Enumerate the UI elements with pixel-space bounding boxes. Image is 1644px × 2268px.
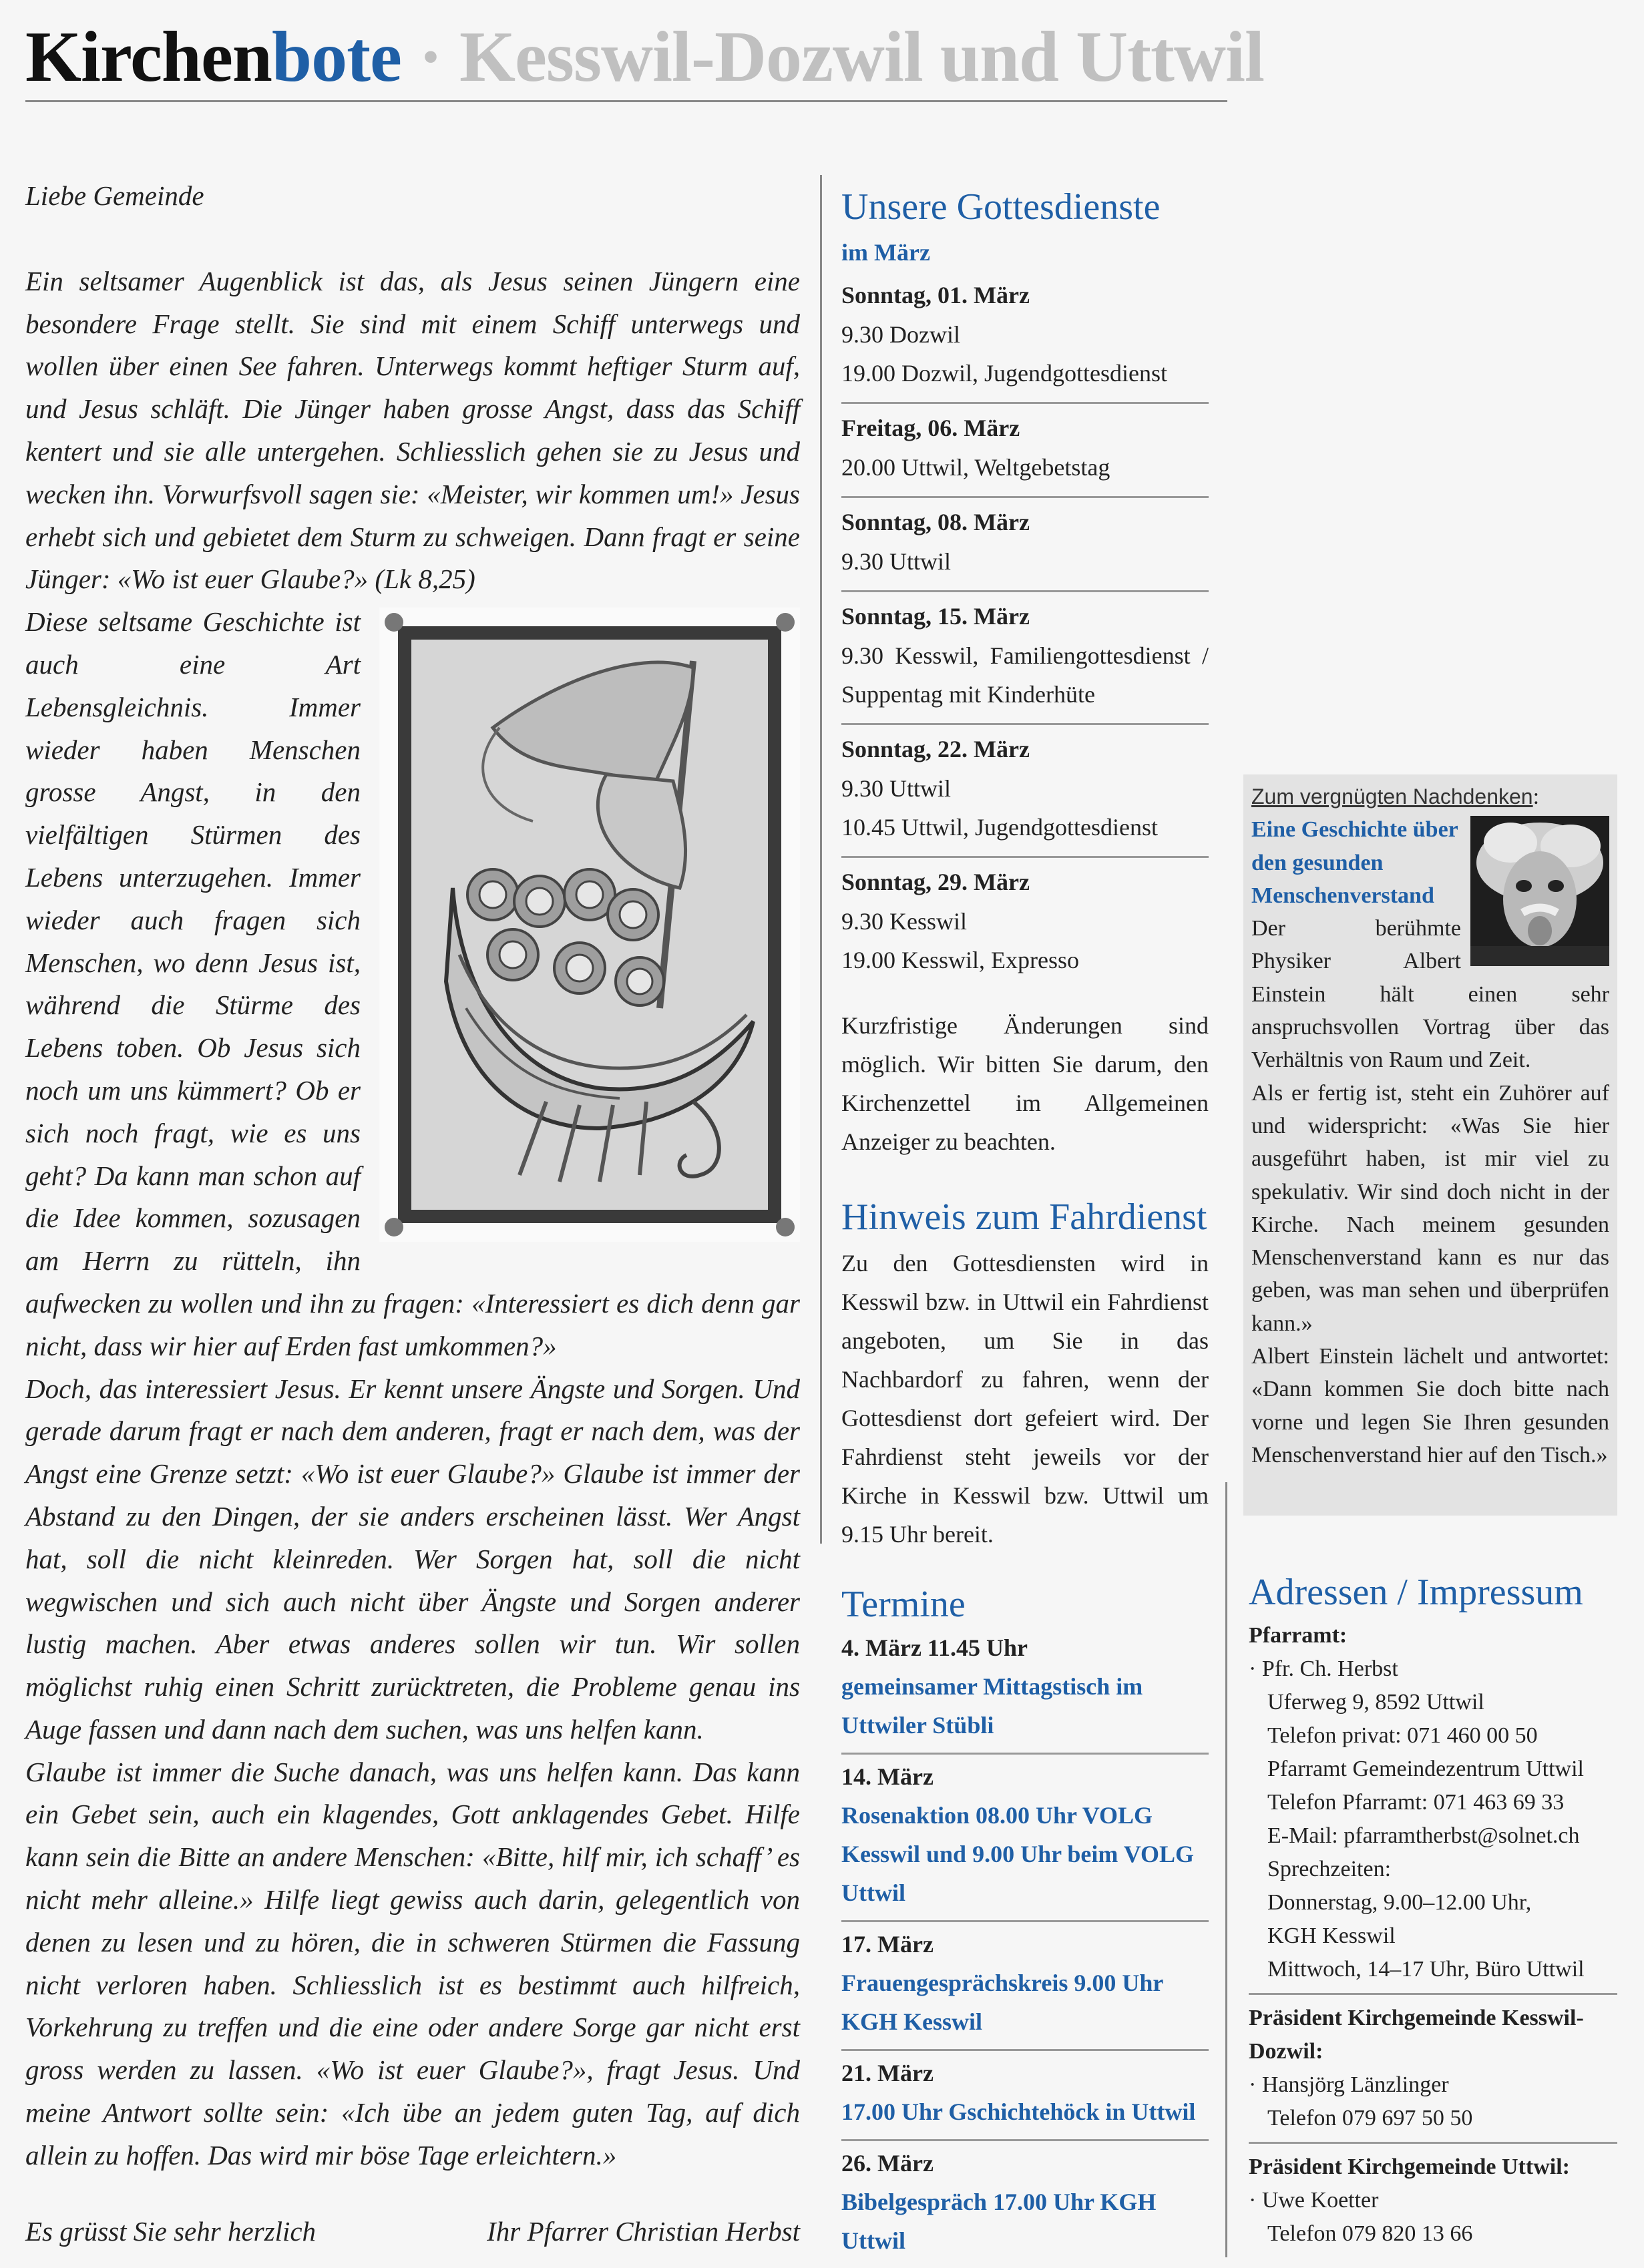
- termin-entry: [841, 1922, 1209, 2051]
- service-date: Sonntag, 15. März: [841, 603, 1030, 630]
- praesident-uttwil-label: Präsident Kirchgemeinde Uttwil:: [1249, 2154, 1570, 2179]
- box-kicker-colon: :: [1532, 784, 1540, 809]
- service-date: Freitag, 06. März: [841, 415, 1020, 441]
- service-date: Sonntag, 29. März: [841, 869, 1030, 895]
- closing-greeting: Es grüsst Sie sehr herzlich: [25, 2216, 317, 2247]
- termin-entry: [841, 2051, 1209, 2141]
- fahrdienst-text: Zu den Gottesdiensten wird in Kesswil bzw. in Uttwil ein Fahrdienst angeboten, um Sie in das Nachbardorf zu fahren, wenn der Gottesdienst dort gefeiert wird. Der Fahrdienst steht jeweils vor der Kirche in Kesswil bzw. Uttwil um 9.15 Uhr bereit.: [841, 1250, 1209, 1548]
- masthead-part-place: · Kesswil-Dozwil und Uttwil: [401, 17, 1265, 97]
- service-entry: [841, 404, 1209, 498]
- service-line: 9.30 Kesswil, Familiengottesdienst / Suppentag mit Kinderhüte: [841, 642, 1209, 708]
- pfarramt-line: Telefon Pfarramt: 071 463 69 33: [1267, 1790, 1565, 1815]
- termin-entry: [841, 1755, 1209, 1922]
- pfarramt-line: Uferweg 9, 8592 Uttwil: [1267, 1690, 1484, 1715]
- addresses-section: [1249, 1566, 1617, 2251]
- masthead-part-bote: bote: [272, 17, 401, 97]
- termin-date: 14. März: [841, 1763, 934, 1790]
- service-entry: [841, 858, 1209, 989]
- termin-text: gemeinsamer Mittagstisch im Uttwiler Stübli: [841, 1673, 1143, 1739]
- termin-text: Bibelgespräch 17.00 Uhr KGH Uttwil: [841, 2189, 1157, 2254]
- pfarramt-line: Mittwoch, 14–17 Uhr, Büro Uttwil: [1267, 1957, 1585, 1982]
- service-line: 19.00 Kesswil, Expresso: [841, 947, 1079, 973]
- box-paragraph-3: Albert Einstein lächelt und antwortet: «Dann kommen Sie doch bitte nach vorne und legen Sie Ihren gesunden Menschenverstand hier auf den Tisch.»: [1251, 1344, 1609, 1467]
- addresses-heading: Adressen / Impressum: [1249, 1572, 1583, 1613]
- box-title: Eine Geschichte über den gesunden Menschenverstand: [1251, 817, 1458, 908]
- praesident-uttwil-name: · Uwe Koetter: [1249, 2188, 1379, 2213]
- pfarramt-line: E-Mail: pfarramtherbst@solnet.ch: [1267, 1823, 1580, 1848]
- letter-paragraph-2: Diese seltsame Geschichte ist auch eine Art Lebensgleichnis. Immer wieder haben Menschen grosse Angst, in den vielfältigen Stürmen des Lebens unterzugehen. Immer wieder auch fragen sich Menschen, wo denn Jesus ist, während die Stürme des Lebens toben. Ob Jesus sich noch um uns kümmert? Ob er sich noch fragt, wie es uns geht? Da kann man schon auf die Idee kommen, sozusagen am Herrn zu rütteln, ihn aufwecken zu wollen und ihn zu fragen: «Interessiert es dich denn gar nicht, dass wir hier auf Erden fast umkommen?»: [25, 606, 800, 1361]
- einstein-photo: [1470, 816, 1609, 966]
- letter-paragraph-4: Glaube ist immer die Suche danach, was uns helfen kann. Das kann ein Gebet sein, auch ein klagendes, Gott anklagendes Gebet. Hilfe kann sein die Bitte an andere Menschen: «Bitte, hilf mir, ich schaff’ es nicht mehr alleine.» Hilfe liegt gewiss auch darin, gelegentlich von denen zu lesen und zu hören, die in schweren Stürmen die Fassung nicht verloren haben. Schliesslich ist es bestimmt auch hilfreich, Vorkehrung zu treffen und die eine oder andere Sorge gar nicht erst gross werden zu lassen. «Wo ist euer Glaube?», fragt Jesus. Und meine Antwort sollte sein: «Ich übe an jedem guten Tag, auf dich allein zu hoffen. Das wird mir böse Tage erleichtern.»: [25, 1756, 800, 2171]
- praesident-uttwil-group: [1249, 2150, 1617, 2251]
- termin-text: Rosenaktion 08.00 Uhr VOLG Kesswil und 9.00 Uhr beim VOLG Uttwil: [841, 1802, 1195, 1906]
- pastor-letter: [25, 175, 800, 2177]
- column-divider-1: [820, 175, 822, 1544]
- services-subheading: im März: [841, 239, 930, 266]
- column-divider-2: [1225, 1482, 1227, 2257]
- termin-entry: [841, 1626, 1209, 1755]
- pfarramt-line: Donnerstag, 9.00–12.00 Uhr,: [1267, 1890, 1532, 1915]
- pfarramt-line: Sprechzeiten:: [1267, 1857, 1392, 1881]
- service-line: 9.30 Dozwil: [841, 321, 960, 348]
- service-date: Sonntag, 01. März: [841, 282, 1030, 308]
- praesident-kesswil-group: [1249, 2002, 1617, 2144]
- masthead-title: [25, 15, 1265, 100]
- termin-date: 26. März: [841, 2150, 934, 2177]
- middle-column: [841, 180, 1209, 2268]
- masthead-part-kirchen: Kirchen: [25, 17, 272, 97]
- service-line: 10.45 Uttwil, Jugendgottesdienst: [841, 814, 1158, 841]
- service-line: 19.00 Dozwil, Jugendgottesdienst: [841, 360, 1167, 387]
- service-date: Sonntag, 08. März: [841, 509, 1030, 535]
- box-kicker: [1251, 780, 1609, 813]
- service-line: 9.30 Uttwil: [841, 775, 952, 802]
- service-entry: [841, 498, 1209, 592]
- pfarramt-line: Pfarramt Gemeindezentrum Uttwil: [1267, 1757, 1584, 1781]
- fahrdienst-heading: Hinweis zum Fahrdienst: [841, 1196, 1207, 1238]
- letter-paragraph-1: Ein seltsamer Augenblick ist das, als Jesus seinen Jüngern eine besondere Frage stellt. Sie sind mit einem Schiff unterwegs und wollen über einen See fahren. Unterwegs kommt heftiger Sturm auf, und Jesus schläft. Die Jünger haben grosse Angst, dass das Schiff kentert und sie alle untergehen. Schliesslich gehen sie zu Jesus und wecken ihn. Vorwurfsvoll sagen sie: «Meister, wir kommen um!» Jesus erhebt sich und gebietet dem Sturm zu schweigen. Dann fragt er seine Jünger: «Wo ist euer Glaube?» (Lk 8,25): [25, 265, 800, 595]
- praesident-kesswil-label: Präsident Kirchgemeinde Kesswil-Dozwil:: [1249, 2006, 1584, 2064]
- einstein-story-box: [1243, 774, 1617, 1516]
- praesident-kesswil-phone: Telefon 079 697 50 50: [1267, 2106, 1473, 2130]
- pfarramt-label: Pfarramt:: [1249, 1623, 1348, 1648]
- letter-paragraph-3: Doch, das interessiert Jesus. Er kennt unsere Ängste und Sorgen. Und gerade darum fragt er nach dem anderen, fragt er nach dem, was der Angst eine Grenze setzt: «Wo ist euer Glaube?» Glaube ist immer der Abstand zu den Dingen, der sie anders erscheinen lässt. Wer Angst hat, soll die nicht kleinreden. Wer Sorgen hat, soll die nicht wegwischen und sich auch nicht über Ängste und Sorgen anderer lustig machen. Aber etwas anderes sollen wir tun. Wir sollen möglichst ruhig einen Schritt zurücktreten, die Probleme genau ins Auge fassen und dann nach dem suchen, was uns helfen kann.: [25, 1373, 800, 1745]
- termin-date: 17. März: [841, 1931, 934, 1958]
- pfarramt-line: Telefon privat: 071 460 00 50: [1267, 1723, 1538, 1748]
- termin-text: Frauengesprächskreis 9.00 Uhr KGH Kesswil: [841, 1970, 1163, 2035]
- box-paragraph-1: Der berühmte Physiker Albert Einstein hält einen sehr anspruchsvollen Vortrag über das Verhältnis von Raum und Zeit.: [1251, 916, 1609, 1073]
- termin-date: 21. März: [841, 2060, 934, 2086]
- service-entry: [841, 271, 1209, 404]
- termin-entry: [841, 2141, 1209, 2268]
- pfarramt-line: KGH Kesswil: [1267, 1923, 1396, 1948]
- service-line: 9.30 Kesswil: [841, 908, 967, 935]
- service-entry: [841, 725, 1209, 858]
- service-date: Sonntag, 22. März: [841, 736, 1030, 762]
- services-heading: Unsere Gottesdienste: [841, 186, 1161, 228]
- closing-signature: Ihr Pfarrer Christian Herbst: [487, 2216, 800, 2247]
- box-kicker-text: Zum vergnügten Nachdenken: [1251, 784, 1533, 809]
- service-line: 9.30 Uttwil: [841, 548, 952, 575]
- praesident-kesswil-name: · Hansjörg Länzlinger: [1249, 2072, 1449, 2097]
- letter-greeting: Liebe Gemeinde: [25, 180, 204, 211]
- pfarramt-group: [1249, 1619, 1617, 1995]
- praesident-uttwil-phone: Telefon 079 820 13 66: [1267, 2221, 1473, 2246]
- pfarramt-name: · Pfr. Ch. Herbst: [1249, 1656, 1398, 1681]
- termine-heading: Termine: [841, 1584, 966, 1625]
- boat-storm-illustration: [379, 608, 800, 1242]
- termin-text: 17.00 Uhr Gschichtehöck in Uttwil: [841, 2098, 1196, 2125]
- box-paragraph-2: Als er fertig ist, steht ein Zuhörer auf und widerspricht: «Was Sie hier ausgeführt haben, ist mir viel zu spekulativ. Wir sind doch nicht in der Kirche. Nach meinem gesunden Menschenverstand kann es nur das geben, was man sehen und überprüfen kann.»: [1251, 1080, 1609, 1336]
- letter-closing: [25, 2215, 800, 2247]
- masthead: [25, 15, 1265, 102]
- termin-date: 4. März 11.45 Uhr: [841, 1634, 1028, 1661]
- service-entry: [841, 592, 1209, 725]
- service-line: 20.00 Uttwil, Weltgebetstag: [841, 454, 1110, 481]
- services-note: Kurzfristige Änderungen sind möglich. Wir bitten Sie darum, den Kirchenzettel im Allgemeinen Anzeiger zu beachten.: [841, 1012, 1209, 1155]
